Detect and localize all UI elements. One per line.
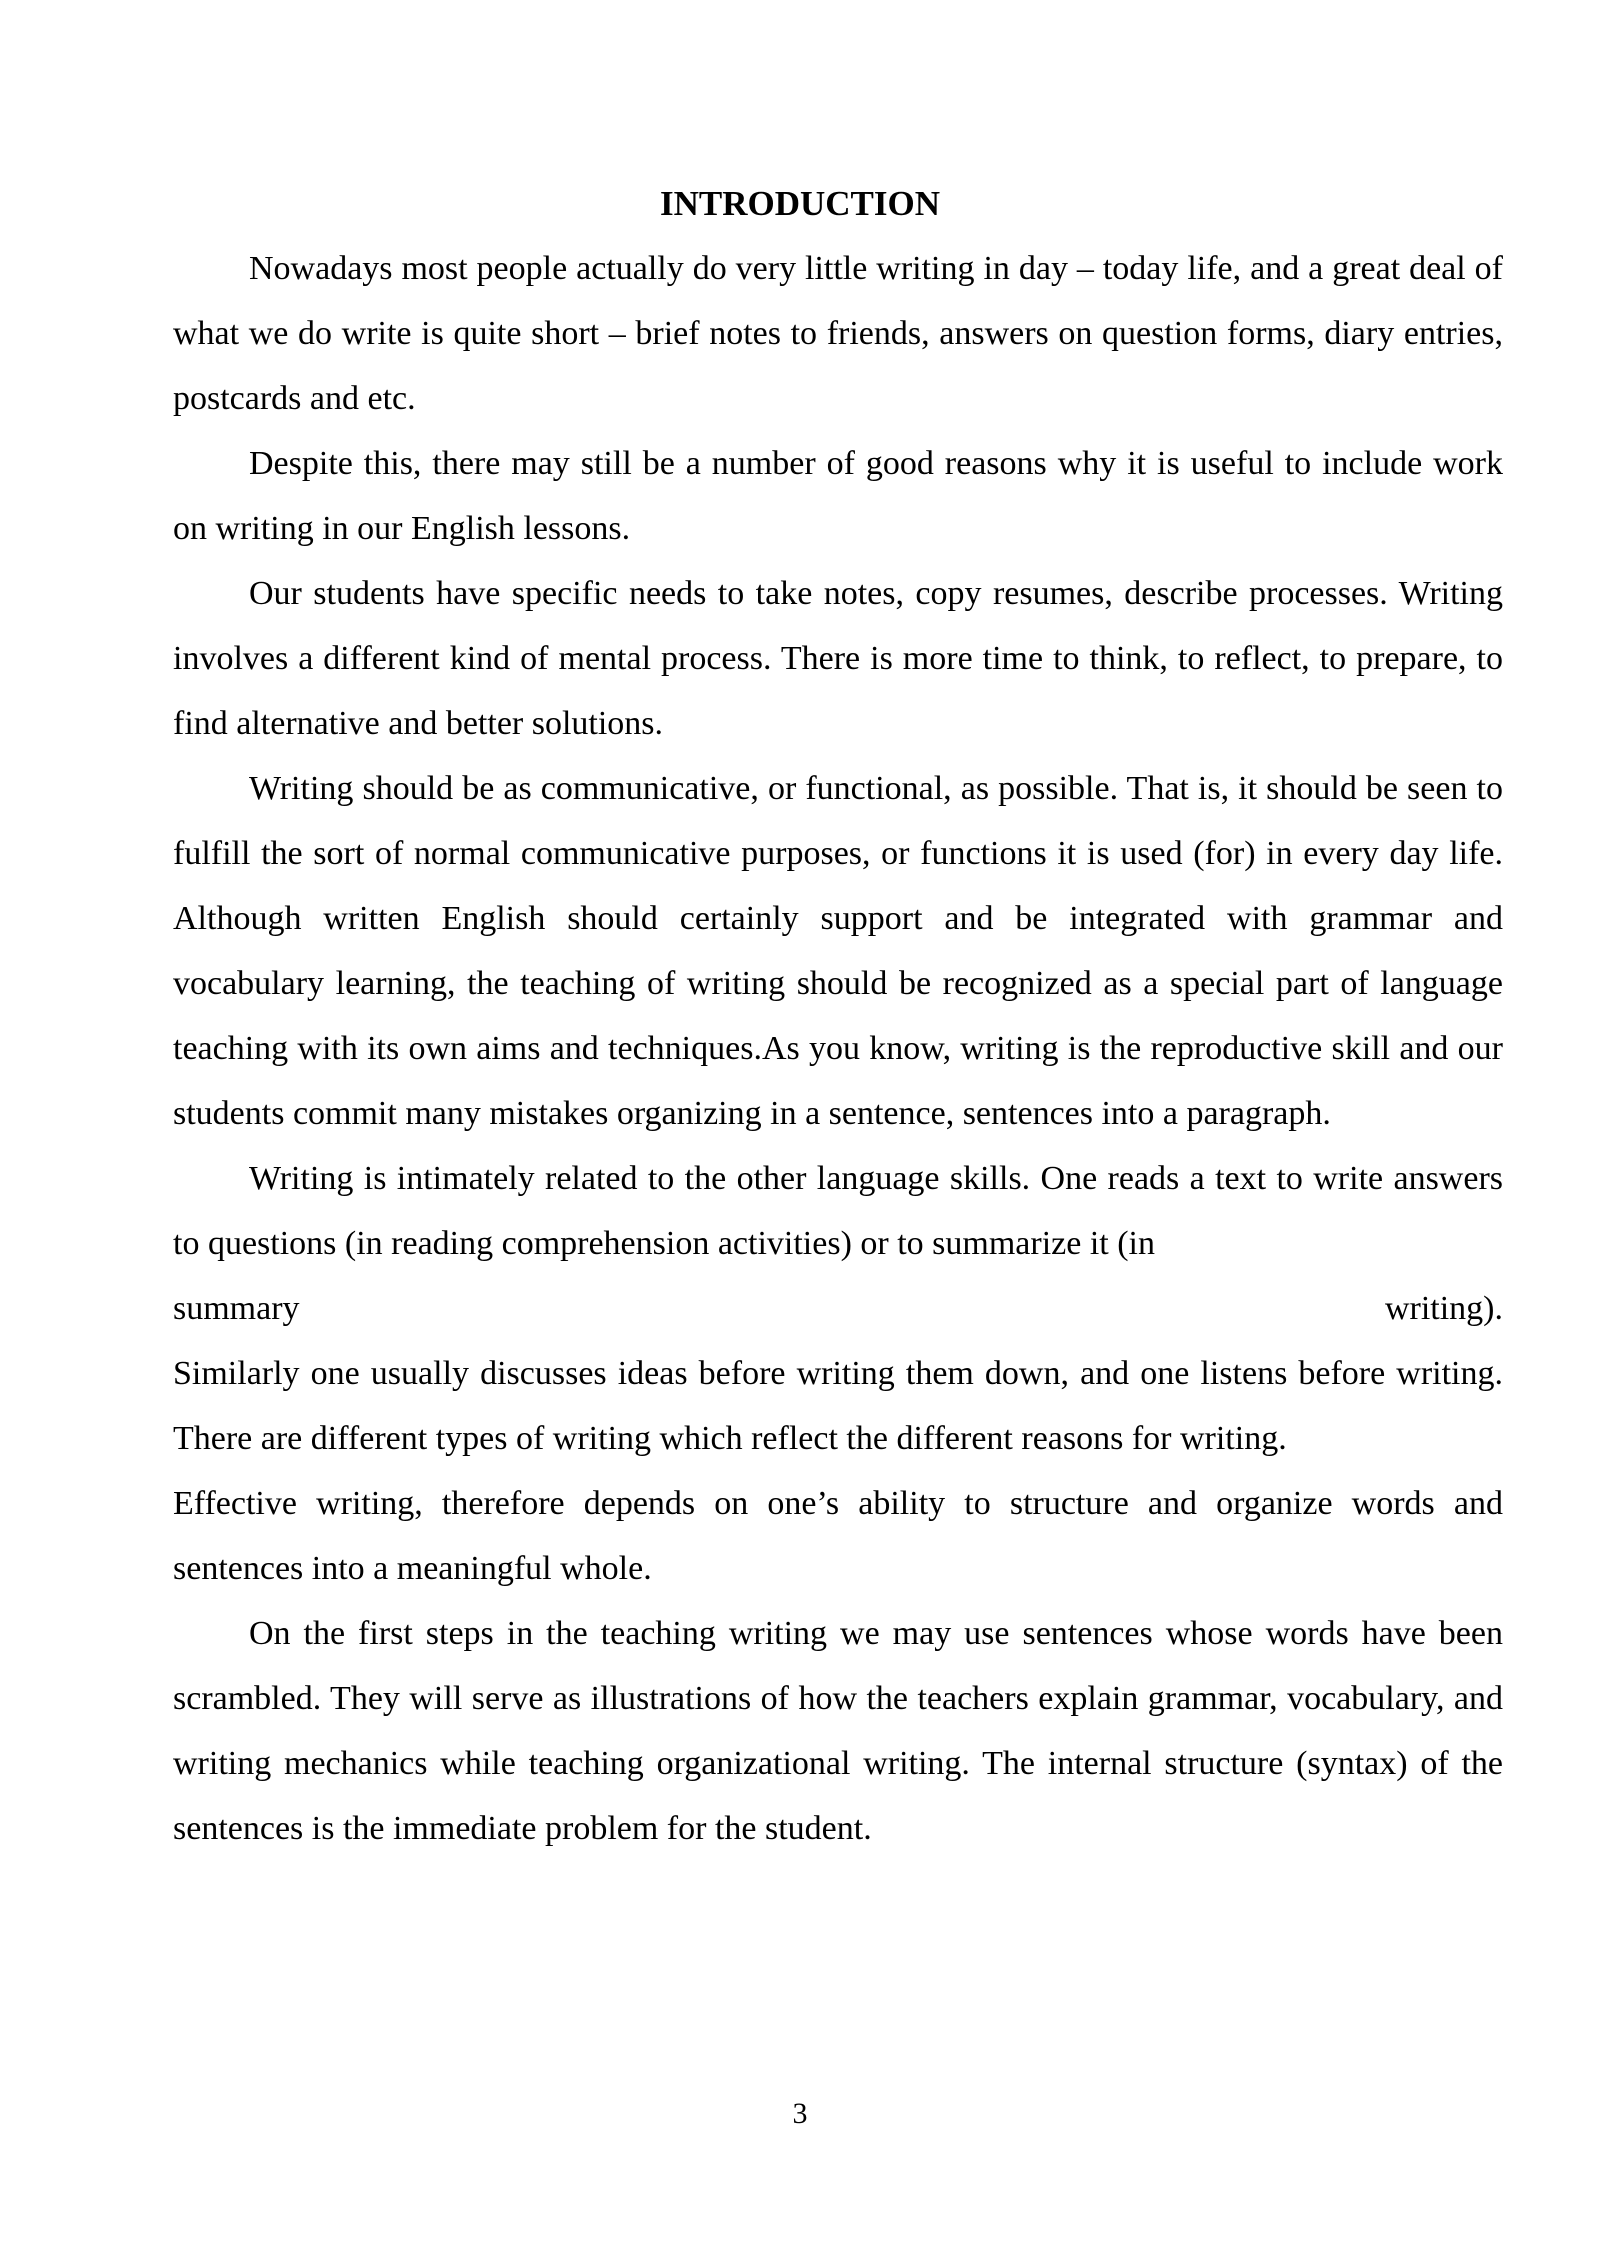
body-text [173, 236, 1503, 1861]
paragraph-5: Writing is intimately related to the other language skills. One reads a text to write answers to questions (in reading comprehension activities) or to summarize it (in [173, 1160, 1503, 1262]
page-number: 3 [792, 2097, 808, 2130]
paragraph-2: Despite this, there may still be a number of good reasons why it is useful to include work on writing in our English lessons. [173, 445, 1503, 547]
paragraph-5-last-line [173, 1276, 1503, 1341]
page-title: INTRODUCTION [659, 184, 941, 223]
paragraph-1: Nowadays most people actually do very little writing in day – today life, and a great deal of what we do write is quite short – brief notes to friends, answers on question forms, diary entries, postcards and etc. [173, 250, 1503, 417]
paragraph-7: Effective writing, therefore depends on one’s ability to structure and organize words and sentences into a meaningful whole. [173, 1485, 1503, 1587]
paragraph-4: Writing should be as communicative, or functional, as possible. That is, it should be seen to fulfill the sort of normal communicative purposes, or functions it is used (for) in every day life. Although written English should certainly support and be integrated with grammar and vocabulary learning, the teaching of writing should be recognized as a special part of language teaching with its own aims and techniques.As you know, writing is the reproductive skill and our students commit many mistakes organizing in a sentence, sentences into a paragraph. [173, 770, 1503, 1132]
paragraph-6: Similarly one usually discusses ideas before writing them down, and one listens before writing. There are different types of writing which reflect the different reasons for writing. [173, 1355, 1503, 1457]
split-line-right: writing). [1384, 1290, 1503, 1327]
split-line-left: summary [173, 1290, 300, 1327]
paragraph-3: Our students have specific needs to take notes, copy resumes, describe processes. Writing involves a different kind of mental process. There is more time to think, to reflect, to prepare, to find alternative and better solutions. [173, 575, 1503, 742]
paragraph-8: On the first steps in the teaching writing we may use sentences whose words have been scrambled. They will serve as illustrations of how the teachers explain grammar, vocabulary, and writing mechanics while teaching organizational writing. The internal structure (syntax) of the sentences is the immediate problem for the student. [173, 1615, 1503, 1847]
